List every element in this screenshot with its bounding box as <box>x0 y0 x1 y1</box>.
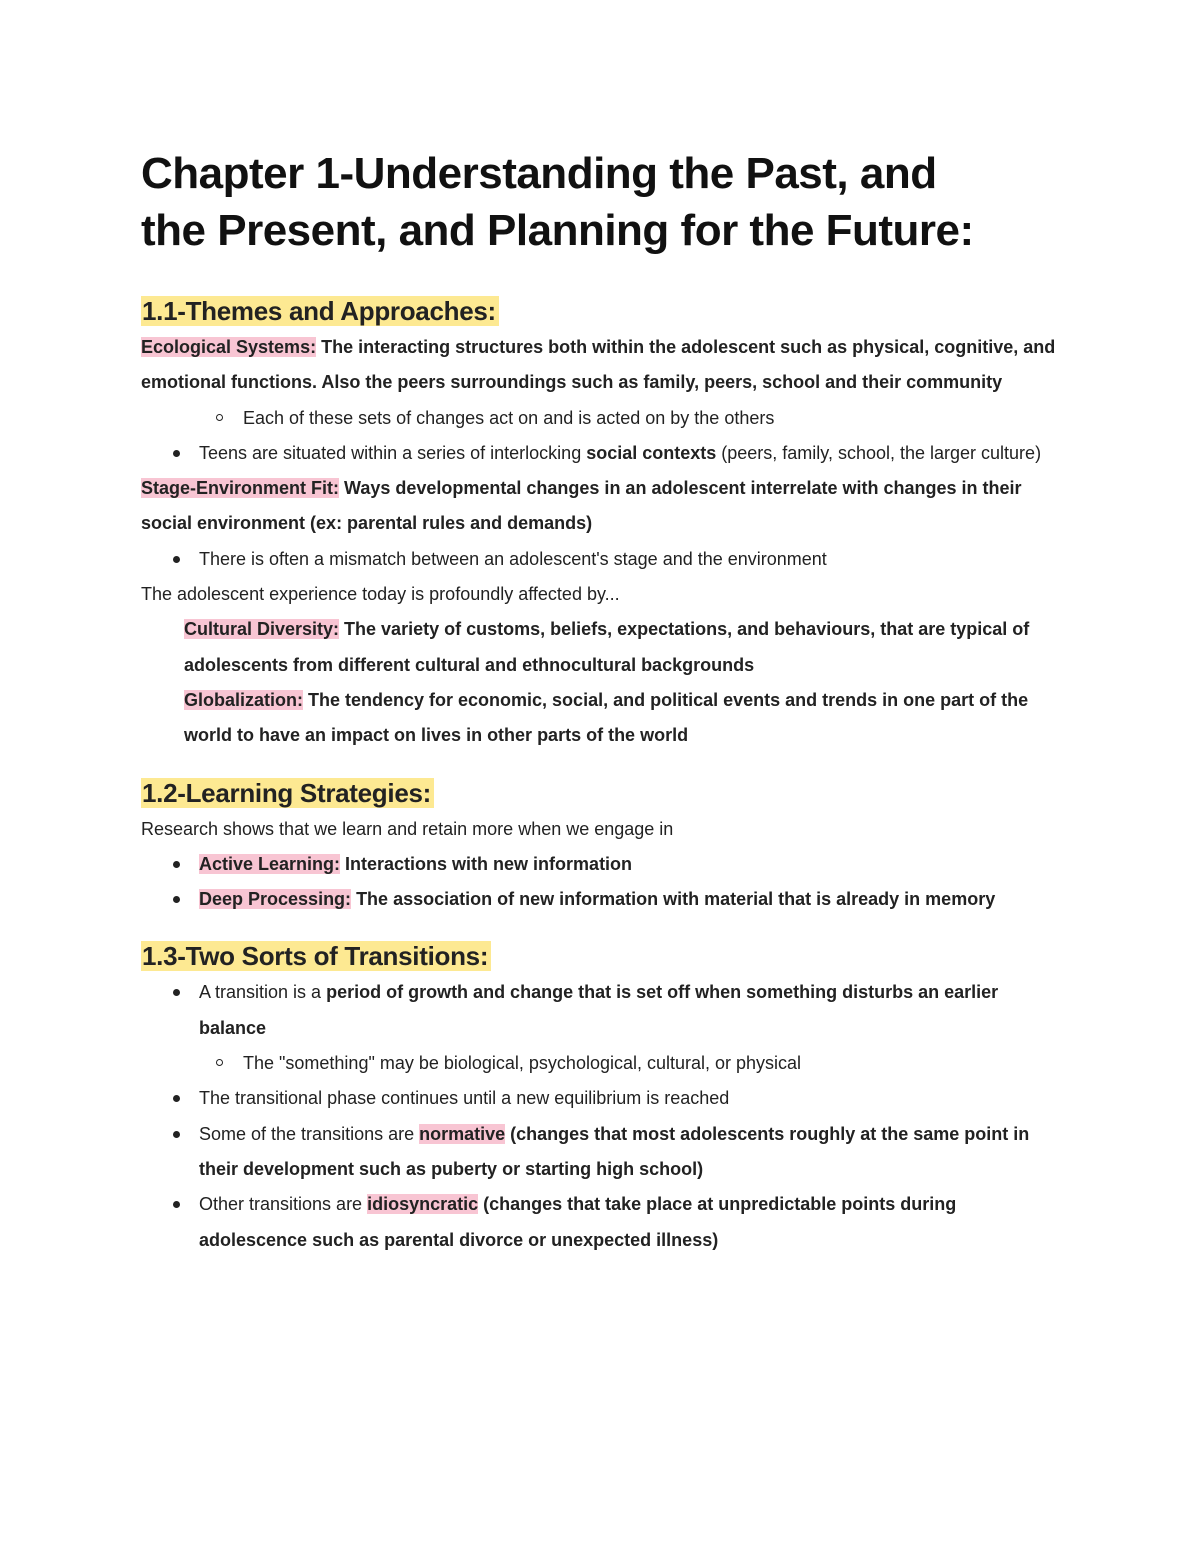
definition-cultural-diversity: Cultural Diversity: The variety of customs, beliefs, expectations, and behaviours, that are typical of adolescents from different cultural and ethnocultural backgrounds <box>184 619 1030 675</box>
list-item: A transition is a period of growth and change that is set off when something disturbs an earlier balance <box>141 975 1061 1046</box>
section-heading-1-1: 1.1-Themes and Approaches: <box>141 292 1061 330</box>
chapter-title-line-1: Chapter 1-Understanding the Past, and <box>141 149 937 198</box>
chapter-title-line-2: the Present, and Planning for the Future: <box>141 206 974 255</box>
list-item: The transitional phase continues until a new equilibrium is reached <box>141 1081 1061 1116</box>
document-body <box>141 145 1061 1258</box>
list-item: There is often a mismatch between an adolescent's stage and the environment <box>141 542 1061 577</box>
list-item: Each of these sets of changes act on and is acted on by the others <box>141 401 1061 436</box>
list-item: Other transitions are idiosyncratic (changes that take place at unpredictable points during adolescence such as parental divorce or unexpected illness) <box>141 1187 1061 1258</box>
paragraph-today: The adolescent experience today is profoundly affected by... <box>141 584 620 605</box>
definition-globalization: Globalization: The tendency for economic, social, and political events and trends in one part of the world to have an impact on lives in other parts of the world <box>184 689 1029 746</box>
term-normative: normative <box>419 1123 506 1144</box>
term-deep-processing: Deep Processing: <box>199 889 352 910</box>
list-item: Teens are situated within a series of interlocking social contexts (peers, family, school, the larger culture) <box>141 436 1061 471</box>
sef-list <box>141 542 1061 577</box>
transitions-list <box>141 975 1061 1257</box>
term-stage-environment-fit: Stage-Environment Fit: <box>141 478 340 499</box>
list-item: The "something" may be biological, psychological, cultural, or physical <box>141 1046 1061 1081</box>
list-item: Deep Processing: The association of new information with material that is already in memory <box>141 882 1061 917</box>
term-globalization: Globalization: <box>184 689 303 710</box>
list-item: Some of the transitions are normative (changes that most adolescents roughly at the same point in their development such as puberty or starting high school) <box>141 1117 1061 1188</box>
learning-list <box>141 847 1061 918</box>
term-cultural-diversity: Cultural Diversity: <box>184 619 340 640</box>
list-item: Active Learning: Interactions with new information <box>141 847 1061 882</box>
chapter-title <box>141 145 1061 259</box>
term-active-learning: Active Learning: <box>199 853 341 874</box>
paragraph-research: Research shows that we learn and retain more when we engage in <box>141 818 674 839</box>
definition-stage-environment-fit: Stage-Environment Fit: Ways developmental changes in an adolescent interrelate with changes in their social environment (ex: parental rules and demands) <box>141 478 1022 534</box>
term-social-contexts: social contexts <box>586 442 717 463</box>
section-heading-1-2: 1.2-Learning Strategies: <box>141 774 1061 812</box>
ecological-list <box>141 401 1061 472</box>
definition-ecological-systems: Ecological Systems: The interacting structures both within the adolescent such as physical, cognitive, and emotional functions. Also the peers surroundings such as family, peers, school and their community <box>141 337 1056 393</box>
section-heading-1-3: 1.3-Two Sorts of Transitions: <box>141 937 1061 975</box>
term-ecological-systems: Ecological Systems: <box>141 337 317 357</box>
term-idiosyncratic: idiosyncratic <box>367 1194 479 1215</box>
